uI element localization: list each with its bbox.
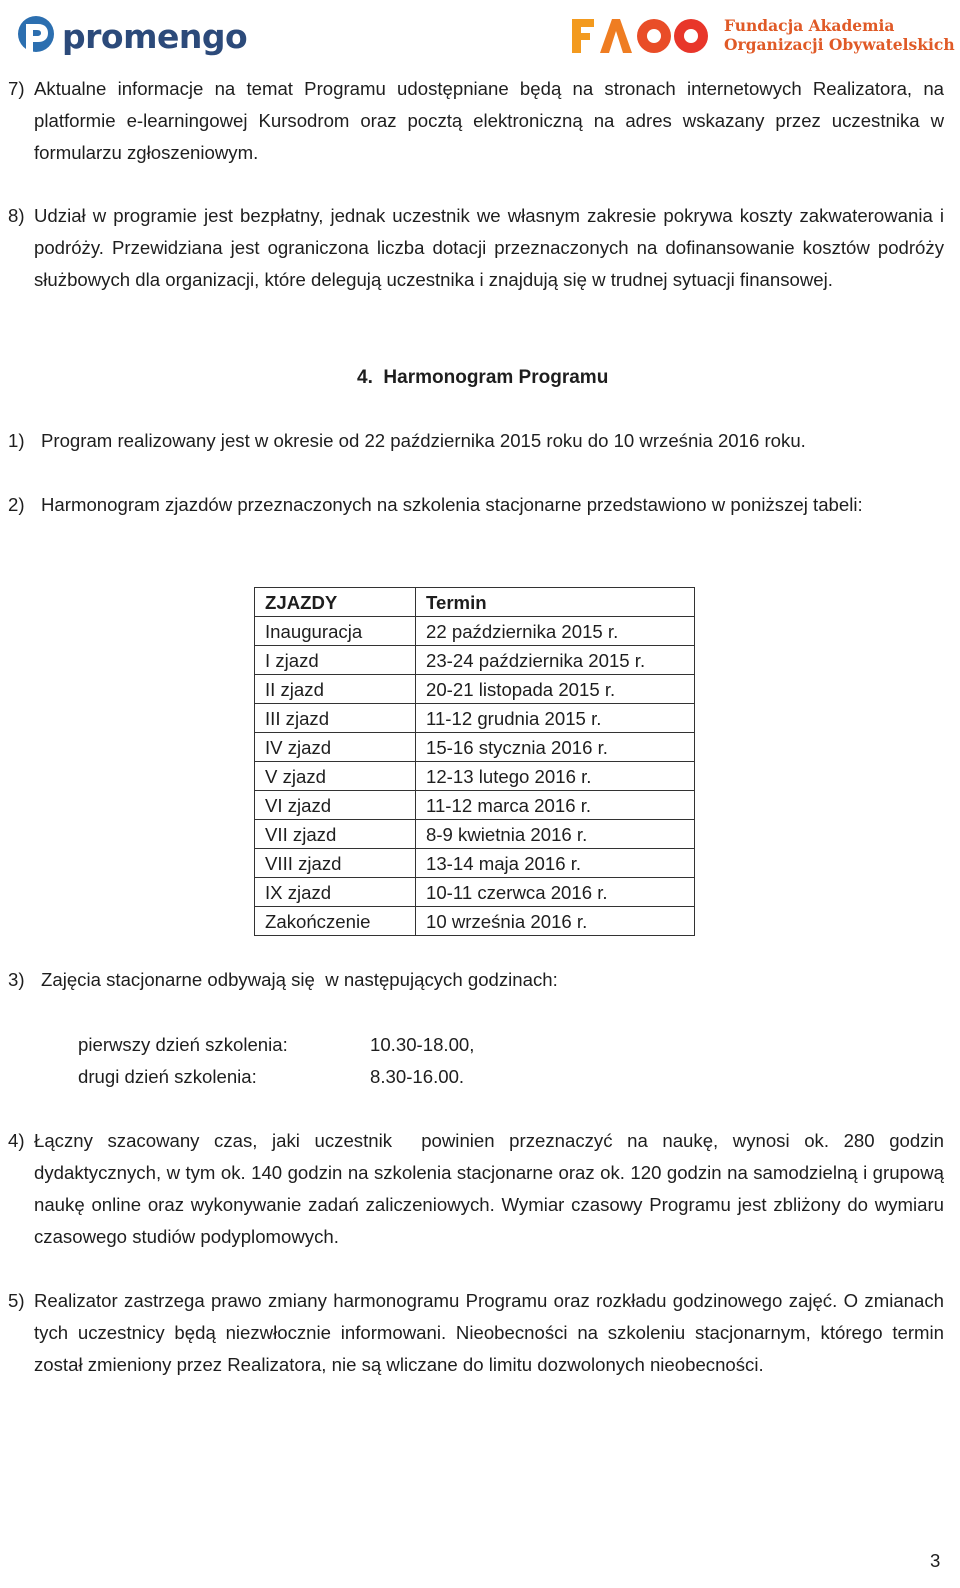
point-number: 5) xyxy=(8,1290,25,1311)
table-cell: II zjazd xyxy=(255,675,416,704)
table-row xyxy=(255,675,695,704)
hours-value: 8.30-16.00. xyxy=(370,1066,465,1087)
point-5: Realizator zastrzega prawo zmiany harmonogramu Programu oraz rozkładu godzinowego zajęć. O zmianach tych uczestnicy będą niezwłocznie informowani. Nieobecności na szkoleniu stacjonarnym, którego termin został zmieniony przez Realizatora, nie są wliczane do limitu dozwolonych nieobecności. xyxy=(34,1290,944,1375)
point-number: 3) xyxy=(8,969,25,990)
table-cell: 23-24 października 2015 r. xyxy=(416,646,695,675)
table-cell: Zakończenie xyxy=(255,907,416,936)
table-cell: 12-13 lutego 2016 r. xyxy=(416,762,695,791)
table-cell: 8-9 kwietnia 2016 r. xyxy=(416,820,695,849)
table-cell: 22 października 2015 r. xyxy=(416,617,695,646)
table-cell: 10-11 czerwca 2016 r. xyxy=(416,878,695,907)
point-4: Łączny szacowany czas, jaki uczestnik powinien przeznaczyć na naukę, wynosi ok. 280 godzin dydaktycznych, w tym ok. 140 godzin na szkolenia stacjonarne oraz ok. 120 godzin na samodzielną i grupową naukę online oraz wykonywanie zadań zaliczeniowych. Wymiar czasowy Programu jest zbliżony do wymiaru czasowego studiów podyplomowych. xyxy=(34,1130,950,1247)
hours-value: 10.30-18.00, xyxy=(370,1034,475,1055)
point-number: 2) xyxy=(8,494,25,515)
promengo-p-icon xyxy=(14,14,58,58)
table-cell: VII zjazd xyxy=(255,820,416,849)
table-row xyxy=(255,646,695,675)
table-row xyxy=(255,762,695,791)
table-cell: 15-16 stycznia 2016 r. xyxy=(416,733,695,762)
table-row xyxy=(255,849,695,878)
table-row xyxy=(255,791,695,820)
point-number: 4) xyxy=(8,1130,25,1151)
faoo-logo xyxy=(572,12,955,58)
point-number: 8) xyxy=(8,205,25,226)
section-number: 4. xyxy=(357,367,373,388)
paragraph-8: Udział w programie jest bezpłatny, jednak uczestnik we własnym zakresie pokrywa koszty zakwaterowania i podróży. Przewidziana jest ograniczona liczba dotacji przeznaczonych na dofinansowanie kosztów podróży służbowych dla organizacji, które delegują uczestnika i znajdują się w trudnej sytuacji finansowej. xyxy=(34,205,944,290)
table-cell: 20-21 listopada 2015 r. xyxy=(416,675,695,704)
point-number: 7) xyxy=(8,78,25,99)
page-number: 3 xyxy=(930,1550,941,1571)
table-row xyxy=(255,733,695,762)
faoo-name xyxy=(724,16,955,54)
hours-label: drugi dzień szkolenia: xyxy=(78,1066,257,1087)
table-cell: 11-12 grudnia 2015 r. xyxy=(416,704,695,733)
table-cell: VIII zjazd xyxy=(255,849,416,878)
faoo-name-line1: Fundacja Akademia xyxy=(724,16,895,35)
table-cell: IX zjazd xyxy=(255,878,416,907)
hours-row xyxy=(78,1029,474,1061)
table-row xyxy=(255,704,695,733)
promengo-wordmark: promengo xyxy=(62,16,248,56)
schedule-table xyxy=(254,587,695,936)
table-row xyxy=(255,617,695,646)
table-cell: I zjazd xyxy=(255,646,416,675)
point-number: 1) xyxy=(8,430,25,451)
point-2: Harmonogram zjazdów przeznaczonych na szkolenia stacjonarne przedstawiono w poniższej tabeli: xyxy=(41,494,863,515)
table-cell: 11-12 marca 2016 r. xyxy=(416,791,695,820)
table-cell: VI zjazd xyxy=(255,791,416,820)
point-3: Zajęcia stacjonarne odbywają się w następujących godzinach: xyxy=(41,969,558,990)
faoo-name-line2: Organizacji Obywatelskich xyxy=(724,35,955,54)
section-title: Harmonogram Programu xyxy=(383,367,609,388)
table-row xyxy=(255,820,695,849)
point-1: Program realizowany jest w okresie od 22 października 2015 roku do 10 września 2016 roku. xyxy=(41,430,806,451)
table-header-row xyxy=(255,588,695,617)
table-cell: III zjazd xyxy=(255,704,416,733)
table-cell: 10 września 2016 r. xyxy=(416,907,695,936)
table-cell: 13-14 maja 2016 r. xyxy=(416,849,695,878)
promengo-logo xyxy=(14,12,247,60)
paragraph-7: Aktualne informacje na temat Programu udostępniane będą na stronach internetowych Realizatora, na platformie e-learningowej Kursodrom oraz pocztą elektroniczną na adres wskazany przez uczestnika w formularzu zgłoszeniowym. xyxy=(34,78,944,163)
table-row xyxy=(255,907,695,936)
hours-label: pierwszy dzień szkolenia: xyxy=(78,1034,288,1055)
faoo-letters-icon xyxy=(572,15,712,55)
table-row xyxy=(255,878,695,907)
table-cell: IV zjazd xyxy=(255,733,416,762)
column-header-zjazdy: ZJAZDY xyxy=(255,588,416,617)
section-heading xyxy=(357,362,608,394)
table-cell: Inauguracja xyxy=(255,617,416,646)
hours-row xyxy=(78,1061,464,1093)
table-cell: V zjazd xyxy=(255,762,416,791)
column-header-termin: Termin xyxy=(416,588,695,617)
